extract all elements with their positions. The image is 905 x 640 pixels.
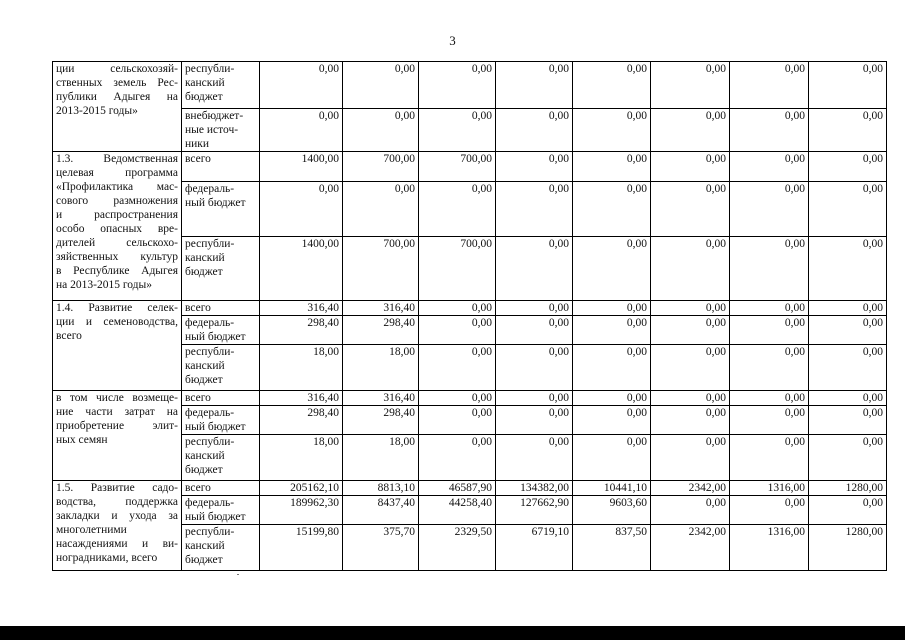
funding-source-line: ный бюджет xyxy=(185,421,246,433)
funding-source-line: всего xyxy=(185,302,211,314)
item-name-line: и распространения xyxy=(56,209,178,221)
amount-cell: 0,00 xyxy=(496,345,573,391)
amount-cell: 316,40 xyxy=(260,391,343,406)
item-name-line: многолетними xyxy=(56,524,127,536)
item-name-line: ции и семеноводства, xyxy=(56,316,178,328)
amount-cell: 0,00 xyxy=(573,182,651,237)
amount-cell: 0,00 xyxy=(730,435,809,481)
page-number: 3 xyxy=(449,33,456,48)
item-name-line: целевая программа xyxy=(56,167,178,179)
amount-cell: 0,00 xyxy=(260,109,343,152)
funding-source-line: ники xyxy=(185,138,210,150)
amount-cell: 0,00 xyxy=(651,345,730,391)
amount-cell: 0,00 xyxy=(573,109,651,152)
amount-cell: 0,00 xyxy=(419,345,496,391)
amount-cell: 0,00 xyxy=(343,182,419,237)
funding-source-line: федераль- xyxy=(185,407,235,419)
amount-cell: 0,00 xyxy=(419,301,496,316)
funding-source-line: канский xyxy=(185,77,225,89)
item-name-line: зяйственных культур xyxy=(56,251,178,263)
item-name-line: водства, поддержка xyxy=(56,496,178,508)
amount-cell: 6719,10 xyxy=(496,525,573,571)
amount-cell: 0,00 xyxy=(809,496,887,525)
funding-source-line: республи- xyxy=(185,436,235,448)
amount-cell: 298,40 xyxy=(260,316,343,345)
amount-cell: 0,00 xyxy=(809,391,887,406)
amount-cell: 0,00 xyxy=(809,406,887,435)
amount-cell: 298,40 xyxy=(343,406,419,435)
amount-cell: 0,00 xyxy=(573,301,651,316)
item-name-line: 1.4. Развитие селек- xyxy=(56,302,178,314)
item-name-cell xyxy=(53,152,182,301)
funding-source-line: федераль- xyxy=(185,497,235,509)
amount-cell: 0,00 xyxy=(651,182,730,237)
funding-source-line: бюджет xyxy=(185,554,223,566)
amount-cell: 700,00 xyxy=(343,237,419,301)
item-name-line: 1.5. Развитие садо- xyxy=(56,482,178,494)
amount-cell: 15199,80 xyxy=(260,525,343,571)
amount-cell: 18,00 xyxy=(343,345,419,391)
budget-table xyxy=(52,61,887,571)
amount-cell: 316,40 xyxy=(343,391,419,406)
funding-source-cell xyxy=(182,301,260,316)
amount-cell: 700,00 xyxy=(419,237,496,301)
amount-cell: 0,00 xyxy=(419,406,496,435)
amount-cell: 18,00 xyxy=(260,435,343,481)
table-row xyxy=(53,481,887,496)
item-name-line: ных семян xyxy=(56,434,108,446)
amount-cell: 700,00 xyxy=(343,152,419,182)
amount-cell: 1316,00 xyxy=(730,525,809,571)
amount-cell: 0,00 xyxy=(496,435,573,481)
amount-cell: 1280,00 xyxy=(809,481,887,496)
funding-source-line: ный бюджет xyxy=(185,511,246,523)
amount-cell: 0,00 xyxy=(809,109,887,152)
amount-cell: 0,00 xyxy=(573,237,651,301)
amount-cell: 0,00 xyxy=(419,109,496,152)
funding-source-line: федераль- xyxy=(185,317,235,329)
funding-source-line: бюджет xyxy=(185,266,223,278)
amount-cell: 0,00 xyxy=(419,391,496,406)
amount-cell: 127662,90 xyxy=(496,496,573,525)
amount-cell: 0,00 xyxy=(809,237,887,301)
amount-cell: 0,00 xyxy=(730,496,809,525)
amount-cell: 0,00 xyxy=(730,152,809,182)
funding-source-line: бюджет xyxy=(185,91,223,103)
funding-source-cell xyxy=(182,525,260,571)
amount-cell: 9603,60 xyxy=(573,496,651,525)
amount-cell: 0,00 xyxy=(260,62,343,109)
funding-source-cell xyxy=(182,237,260,301)
amount-cell: 0,00 xyxy=(496,152,573,182)
amount-cell: 0,00 xyxy=(496,182,573,237)
funding-source-line: ный бюджет xyxy=(185,197,246,209)
amount-cell: 298,40 xyxy=(260,406,343,435)
amount-cell: 0,00 xyxy=(496,301,573,316)
amount-cell: 0,00 xyxy=(573,345,651,391)
amount-cell: 0,00 xyxy=(651,391,730,406)
amount-cell: 0,00 xyxy=(809,301,887,316)
item-name-line: всего xyxy=(56,330,82,342)
amount-cell: 0,00 xyxy=(496,391,573,406)
amount-cell: 0,00 xyxy=(496,62,573,109)
amount-cell: 0,00 xyxy=(573,152,651,182)
amount-cell: 205162,10 xyxy=(260,481,343,496)
amount-cell: 8813,10 xyxy=(343,481,419,496)
amount-cell: 0,00 xyxy=(809,62,887,109)
table-row xyxy=(53,391,887,406)
funding-source-cell xyxy=(182,406,260,435)
funding-source-line: всего xyxy=(185,392,211,404)
amount-cell: 0,00 xyxy=(651,496,730,525)
item-name-line: дителей сельскохо- xyxy=(56,237,178,249)
amount-cell: 316,40 xyxy=(343,301,419,316)
amount-cell: 0,00 xyxy=(651,406,730,435)
amount-cell: 46587,90 xyxy=(419,481,496,496)
amount-cell: 0,00 xyxy=(496,237,573,301)
item-name-line: ноградниками, всего xyxy=(56,552,158,564)
scan-speck xyxy=(237,574,239,575)
amount-cell: 0,00 xyxy=(419,435,496,481)
amount-cell: 1316,00 xyxy=(730,481,809,496)
funding-source-cell xyxy=(182,481,260,496)
amount-cell: 2329,50 xyxy=(419,525,496,571)
amount-cell: 18,00 xyxy=(260,345,343,391)
funding-source-cell xyxy=(182,496,260,525)
funding-source-line: бюджет xyxy=(185,464,223,476)
amount-cell: 0,00 xyxy=(419,182,496,237)
item-name-line: сового размножения xyxy=(56,195,178,207)
funding-source-cell xyxy=(182,152,260,182)
item-name-line: приобретение элит- xyxy=(56,420,178,432)
item-name-cell xyxy=(53,481,182,571)
item-name-line: закладки и ухода за xyxy=(56,510,178,522)
amount-cell: 0,00 xyxy=(730,109,809,152)
funding-source-line: всего xyxy=(185,153,211,165)
amount-cell: 0,00 xyxy=(496,406,573,435)
item-name-line: в Республике Адыгея xyxy=(56,265,178,277)
funding-source-cell xyxy=(182,109,260,152)
amount-cell: 0,00 xyxy=(809,152,887,182)
item-name-line: на 2013-2015 годы» xyxy=(56,279,153,291)
funding-source-cell xyxy=(182,435,260,481)
funding-source-cell xyxy=(182,316,260,345)
funding-source-line: ный бюджет xyxy=(185,331,246,343)
funding-source-cell xyxy=(182,391,260,406)
funding-source-line: канский xyxy=(185,540,225,552)
amount-cell: 298,40 xyxy=(343,316,419,345)
funding-source-line: канский xyxy=(185,360,225,372)
amount-cell: 10441,10 xyxy=(573,481,651,496)
item-name-line: насаждениями и ви- xyxy=(56,538,178,550)
funding-source-line: республи- xyxy=(185,526,235,538)
amount-cell: 0,00 xyxy=(419,62,496,109)
amount-cell: 0,00 xyxy=(651,301,730,316)
amount-cell: 1280,00 xyxy=(809,525,887,571)
amount-cell: 0,00 xyxy=(573,435,651,481)
amount-cell: 0,00 xyxy=(343,62,419,109)
amount-cell: 0,00 xyxy=(573,406,651,435)
amount-cell: 2342,00 xyxy=(651,525,730,571)
item-name-cell xyxy=(53,391,182,481)
funding-source-line: внебюджет- xyxy=(185,110,244,122)
amount-cell: 134382,00 xyxy=(496,481,573,496)
amount-cell: 189962,30 xyxy=(260,496,343,525)
funding-source-cell xyxy=(182,182,260,237)
amount-cell: 0,00 xyxy=(730,182,809,237)
amount-cell: 0,00 xyxy=(651,109,730,152)
amount-cell: 837,50 xyxy=(573,525,651,571)
amount-cell: 0,00 xyxy=(651,62,730,109)
item-name-cell xyxy=(53,301,182,391)
amount-cell: 2342,00 xyxy=(651,481,730,496)
amount-cell: 0,00 xyxy=(496,109,573,152)
item-name-line: 2013-2015 годы» xyxy=(56,105,138,117)
funding-source-line: республи- xyxy=(185,346,235,358)
scan-edge-bar xyxy=(0,626,905,640)
amount-cell: 0,00 xyxy=(260,182,343,237)
funding-source-cell xyxy=(182,345,260,391)
item-name-line: в том числе возмеще- xyxy=(56,392,178,404)
item-name-line: публики Адыгея на xyxy=(56,91,178,103)
funding-source-line: ные источ- xyxy=(185,124,239,136)
amount-cell: 0,00 xyxy=(651,435,730,481)
amount-cell: 0,00 xyxy=(419,316,496,345)
item-name-cell xyxy=(53,62,182,152)
amount-cell: 1400,00 xyxy=(260,152,343,182)
funding-source-line: всего xyxy=(185,482,211,494)
amount-cell: 44258,40 xyxy=(419,496,496,525)
funding-source-line: республи- xyxy=(185,63,235,75)
funding-source-line: бюджет xyxy=(185,374,223,386)
item-name-line: 1.3. Ведомственная xyxy=(56,153,178,165)
item-name-line: особо опасных вре- xyxy=(56,223,178,235)
amount-cell: 0,00 xyxy=(343,109,419,152)
amount-cell: 18,00 xyxy=(343,435,419,481)
amount-cell: 375,70 xyxy=(343,525,419,571)
item-name-line: ние части затрат на xyxy=(56,406,178,418)
table-row xyxy=(53,62,887,109)
amount-cell: 0,00 xyxy=(651,237,730,301)
item-name-line: ции сельскохозяй- xyxy=(56,63,178,75)
amount-cell: 0,00 xyxy=(730,316,809,345)
item-name-line: ственных земель Рес- xyxy=(56,77,178,89)
amount-cell: 316,40 xyxy=(260,301,343,316)
amount-cell: 0,00 xyxy=(809,182,887,237)
amount-cell: 0,00 xyxy=(573,316,651,345)
amount-cell: 0,00 xyxy=(730,62,809,109)
amount-cell: 0,00 xyxy=(730,345,809,391)
amount-cell: 0,00 xyxy=(573,391,651,406)
amount-cell: 0,00 xyxy=(809,435,887,481)
item-name-line: «Профилактика мас- xyxy=(56,181,178,193)
amount-cell: 700,00 xyxy=(419,152,496,182)
funding-source-line: республи- xyxy=(185,238,235,250)
amount-cell: 0,00 xyxy=(730,301,809,316)
table-row xyxy=(53,152,887,182)
funding-source-line: федераль- xyxy=(185,183,235,195)
amount-cell: 8437,40 xyxy=(343,496,419,525)
amount-cell: 0,00 xyxy=(730,406,809,435)
table-row xyxy=(53,301,887,316)
funding-source-line: канский xyxy=(185,252,225,264)
funding-source-cell xyxy=(182,62,260,109)
amount-cell: 0,00 xyxy=(730,391,809,406)
amount-cell: 0,00 xyxy=(496,316,573,345)
amount-cell: 0,00 xyxy=(651,152,730,182)
amount-cell: 0,00 xyxy=(809,345,887,391)
amount-cell: 0,00 xyxy=(730,237,809,301)
amount-cell: 0,00 xyxy=(809,316,887,345)
amount-cell: 1400,00 xyxy=(260,237,343,301)
amount-cell: 0,00 xyxy=(651,316,730,345)
amount-cell: 0,00 xyxy=(573,62,651,109)
funding-source-line: канский xyxy=(185,450,225,462)
